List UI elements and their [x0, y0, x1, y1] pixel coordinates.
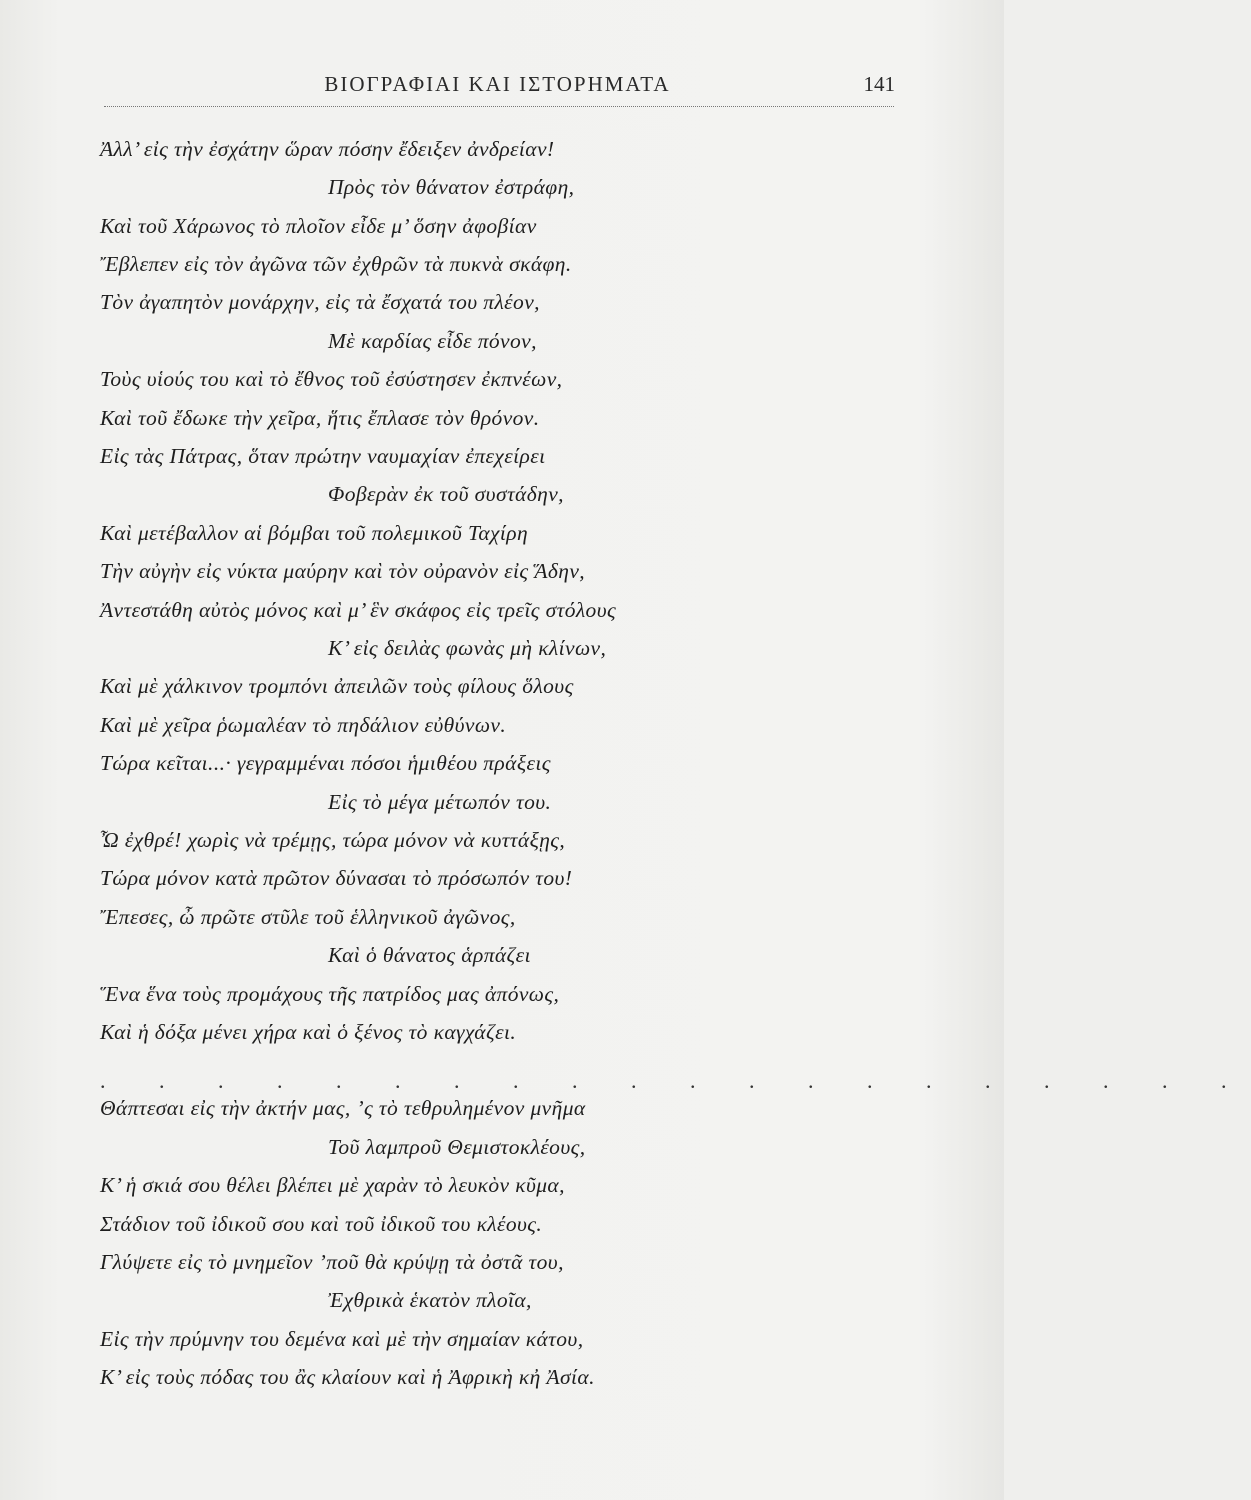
poem-line: Τὸν ἀγαπητὸν μονάρχην, εἰς τὰ ἔσχατά του πλέον, — [100, 290, 540, 314]
page-number: 141 — [863, 72, 895, 96]
poem-line: Ἀντεστάθη αὐτὸς μόνος καὶ μ’ ἓν σκάφος εἰς τρεῖς στόλους — [100, 598, 617, 622]
stanza-separator: . . . . . . . . . . . . . . . . . . . . — [100, 1068, 1251, 1093]
poem-line: Τοῦ λαμπροῦ Θεμιστοκλέους, — [328, 1135, 586, 1159]
poem-line: Στάδιον τοῦ ἰδικοῦ σου καὶ τοῦ ἰδικοῦ του κλέους. — [100, 1212, 543, 1236]
poem-line: Εἰς τὴν πρύμνην του δεμένα καὶ μὲ τὴν σημαίαν κάτου, — [100, 1327, 584, 1351]
poem-line: Μὲ καρδίας εἶδε πόνον, — [328, 329, 537, 353]
poem-line: Καὶ ἡ δόξα μένει χήρα καὶ ὁ ξένος τὸ καγχάζει. — [100, 1020, 517, 1044]
poem-line: Κ’ εἰς δειλὰς φωνὰς μὴ κλίνων, — [328, 636, 607, 660]
poem-line: Ἔπεσες, ὦ πρῶτε στῦλε τοῦ ἑλληνικοῦ ἀγῶνος, — [100, 905, 516, 929]
poem-line: Ἔβλεπεν εἰς τὸν ἀγῶνα τῶν ἐχθρῶν τὰ πυκνὰ σκάφη. — [100, 252, 572, 276]
poem-line: Καὶ ὁ θάνατος ἁρπάζει — [328, 943, 531, 967]
poem-line: Ἐχθρικὰ ἑκατὸν πλοῖα, — [328, 1288, 532, 1312]
poem-line: Τὴν αὐγὴν εἰς νύκτα μαύρην καὶ τὸν οὐρανὸν εἰς Ἅδην, — [100, 559, 586, 583]
poem-line: Πρὸς τὸν θάνατον ἐστράφη, — [328, 175, 575, 199]
poem-line: Καὶ τοῦ Χάρωνος τὸ πλοῖον εἶδε μ’ ὅσην ἀφοβίαν — [100, 214, 537, 238]
poem-line: Κ’ ἡ σκιά σου θέλει βλέπει μὲ χαρὰν τὸ λευκὸν κῦμα, — [100, 1173, 565, 1197]
poem-line: Καὶ μετέβαλλον αἱ βόμβαι τοῦ πολεμικοῦ Ταχίρη — [100, 521, 529, 545]
poem-line: Γλύψετε εἰς τὸ μνημεῖον ’ποῦ θὰ κρύψῃ τὰ ὀστᾶ του, — [100, 1250, 564, 1274]
poem-line: Φοβερὰν ἐκ τοῦ συστάδην, — [328, 482, 564, 506]
poem-line: Ὦ ἐχθρέ! χωρὶς νὰ τρέμῃς, τώρα μόνον νὰ κυττάξῃς, — [100, 828, 566, 852]
poem-line: Καὶ τοῦ ἔδωκε τὴν χεῖρα, ἥτις ἔπλασε τὸν θρόνον. — [100, 406, 540, 430]
poem-line: Καὶ μὲ χάλκινον τρομπόνι ἀπειλῶν τοὺς φίλους ὅλους — [100, 674, 574, 698]
poem-line: Εἰς τὰς Πάτρας, ὅταν πρώτην ναυμαχίαν ἐπεχείρει — [100, 444, 546, 468]
poem-line: Εἰς τὸ μέγα μέτωπόν του. — [328, 790, 552, 814]
poem-line: Τώρα κεῖται...· γεγραμμέναι πόσοι ἡμιθέου πράξεις — [100, 751, 551, 775]
poem-line: Τοὺς υἱούς του καὶ τὸ ἔθνος τοῦ ἐσύστησεν ἐκπνέων, — [100, 367, 563, 391]
running-header — [100, 72, 895, 106]
poem-line: Ἀλλ’ εἰς τὴν ἐσχάτην ὥραν πόσην ἔδειξεν ἀνδρείαν! — [100, 137, 555, 161]
header-rule — [104, 106, 894, 107]
header-title: ΒΙΟΓΡΑΦΙΑΙ ΚΑΙ ΙΣΤΟΡΗΜΑΤΑ — [324, 72, 671, 96]
poem-line: Ἕνα ἕνα τοὺς προμάχους τῆς πατρίδος μας ἀπόνως, — [100, 982, 560, 1006]
poem-line: Θάπτεσαι εἰς τὴν ἀκτήν μας, ’ς τὸ τεθρυλημένον μνῆμα — [100, 1096, 586, 1120]
poem-line: Κ’ εἰς τοὺς πόδας του ἂς κλαίουν καὶ ἡ Ἀφρικὴ κἠ Ἀσία. — [100, 1365, 595, 1389]
poem-line: Τώρα μόνον κατὰ πρῶτον δύνασαι τὸ πρόσωπόν του! — [100, 866, 573, 890]
poem-line: Καὶ μὲ χεῖρα ῥωμαλέαν τὸ πηδάλιον εὐθύνων. — [100, 713, 507, 737]
